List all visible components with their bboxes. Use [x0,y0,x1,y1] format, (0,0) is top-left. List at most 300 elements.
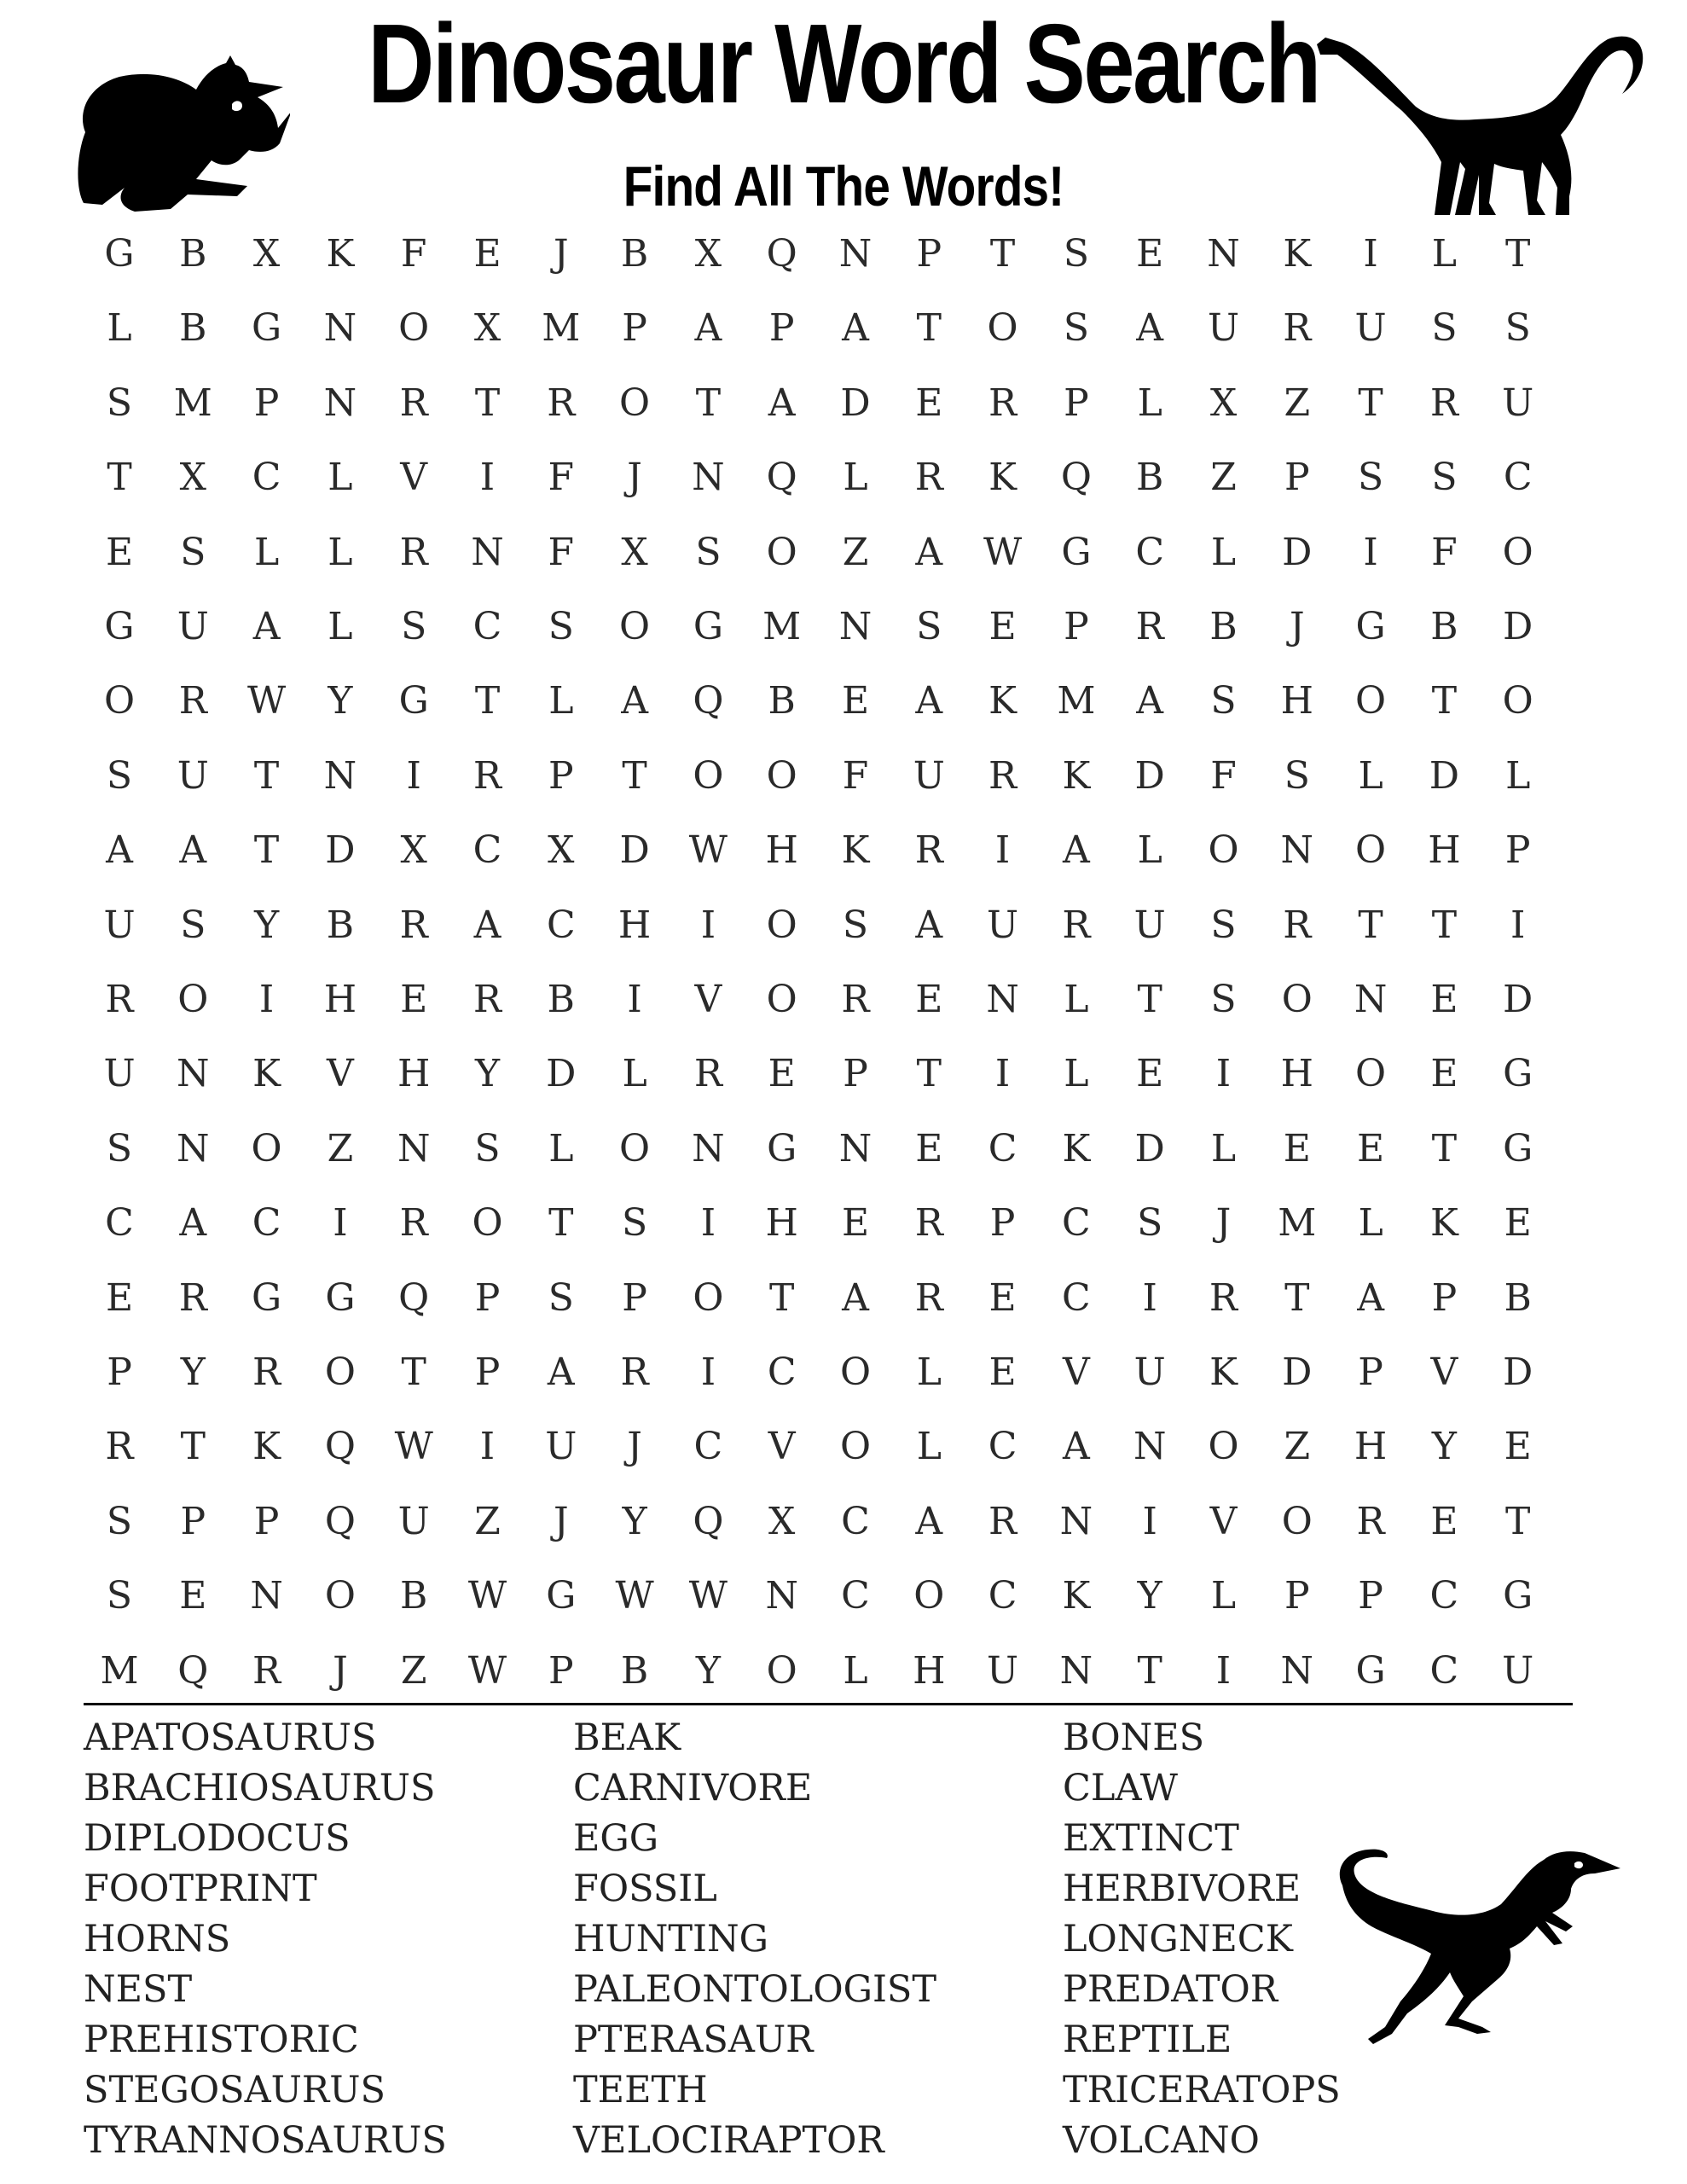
grid-letter[interactable]: P [1431,1275,1458,1320]
grid-letter[interactable]: J [553,232,569,276]
grid-letter[interactable]: L [1210,1574,1237,1618]
grid-letter[interactable]: Q [693,679,724,723]
grid-letter[interactable]: M [762,605,802,648]
grid-letter[interactable]: S [1063,232,1089,276]
grid-letter[interactable]: I [1510,903,1526,947]
grid-letter[interactable]: N [692,1126,725,1170]
grid-letter[interactable]: R [1209,1275,1238,1320]
grid-letter[interactable]: C [841,1499,870,1543]
grid-letter[interactable]: S [1210,903,1237,947]
grid-letter[interactable]: F [548,530,575,574]
grid-letter[interactable]: U [987,1648,1019,1693]
grid-letter[interactable]: I [994,1052,1011,1096]
grid-letter[interactable]: E [179,1574,207,1618]
grid-letter[interactable]: U [1502,1648,1534,1693]
grid-letter[interactable]: N [323,306,357,351]
grid-letter[interactable]: B [547,978,575,1021]
grid-letter[interactable]: E [1504,1425,1532,1469]
grid-letter[interactable]: L [916,1350,942,1394]
grid-letter[interactable]: G [1503,1574,1533,1618]
grid-letter[interactable]: G [104,232,135,276]
grid-letter[interactable]: C [472,828,502,873]
grid-letter[interactable]: P [768,306,795,351]
grid-letter[interactable]: Y [328,679,353,723]
grid-letter[interactable]: P [622,306,647,351]
grid-letter[interactable]: F [842,753,869,798]
grid-letter[interactable]: K [1209,1350,1238,1394]
grid-letter[interactable]: G [1503,1126,1533,1170]
grid-letter[interactable]: H [1354,1425,1388,1469]
grid-letter[interactable]: P [1358,1350,1383,1394]
grid-letter[interactable]: Q [1060,456,1092,500]
grid-letter[interactable]: A [1136,679,1164,723]
grid-letter[interactable]: G [104,605,135,648]
grid-letter[interactable]: A [252,605,281,648]
grid-letter[interactable]: P [1504,828,1531,873]
grid-letter[interactable]: P [843,1052,868,1096]
grid-letter[interactable]: Y [1137,1574,1162,1618]
grid-letter[interactable]: K [988,679,1017,723]
grid-letter[interactable]: U [1354,306,1387,351]
grid-letter[interactable]: A [915,679,943,723]
grid-letter[interactable]: C [252,456,281,500]
grid-letter[interactable]: G [1061,530,1092,574]
grid-letter[interactable]: R [1429,380,1458,425]
grid-letter[interactable]: P [474,1350,501,1394]
grid-letter[interactable]: R [399,1201,428,1246]
grid-letter[interactable]: Z [1210,456,1237,500]
grid-letter[interactable]: U [987,903,1019,947]
grid-letter[interactable]: L [1358,1201,1383,1246]
grid-letter[interactable]: C [988,1126,1017,1170]
grid-letter[interactable]: G [1355,605,1386,648]
grid-letter[interactable]: V [327,1052,354,1096]
grid-letter[interactable]: Q [693,1499,724,1543]
grid-letter[interactable]: A [179,1201,207,1246]
grid-letter[interactable]: R [399,530,428,574]
grid-letter[interactable]: K [1429,1201,1458,1246]
grid-letter[interactable]: O [766,1648,797,1693]
grid-letter[interactable]: N [986,978,1019,1021]
grid-letter[interactable]: N [323,380,357,425]
grid-letter[interactable]: S [474,1126,501,1170]
grid-letter[interactable]: B [768,679,796,723]
grid-letter[interactable]: L [1431,232,1457,276]
grid-letter[interactable]: W [688,1574,728,1618]
grid-letter[interactable]: C [252,1201,281,1246]
grid-letter[interactable]: L [107,306,132,351]
grid-letter[interactable]: K [1283,232,1312,276]
grid-letter[interactable]: R [472,978,502,1021]
grid-letter[interactable]: M [1278,1201,1317,1246]
grid-letter[interactable]: T [474,380,501,425]
grid-letter[interactable]: O [1281,978,1313,1021]
grid-letter[interactable]: L [1137,380,1162,425]
grid-letter[interactable]: I [258,978,275,1021]
grid-letter[interactable]: H [765,1201,798,1246]
grid-letter[interactable]: R [1135,605,1164,648]
grid-letter[interactable]: T [769,1275,795,1320]
grid-letter[interactable]: P [180,1499,206,1543]
grid-letter[interactable]: O [619,1126,651,1170]
grid-letter[interactable]: X [473,306,501,351]
grid-letter[interactable]: L [1137,828,1162,873]
grid-letter[interactable]: N [692,456,725,500]
grid-letter[interactable]: O [398,306,430,351]
grid-letter[interactable]: M [100,1648,139,1693]
grid-letter[interactable]: A [694,306,722,351]
grid-letter[interactable]: B [1209,605,1238,648]
grid-letter[interactable]: O [766,978,797,1021]
grid-letter[interactable]: E [768,1052,796,1096]
grid-letter[interactable]: O [1355,679,1387,723]
grid-letter[interactable]: X [621,530,648,574]
grid-letter[interactable]: O [1355,1052,1387,1096]
grid-letter[interactable]: I [700,1201,716,1246]
grid-letter[interactable]: L [328,605,353,648]
grid-letter[interactable]: U [103,903,136,947]
grid-letter[interactable]: R [693,1052,722,1096]
grid-letter[interactable]: S [106,1574,133,1618]
grid-letter[interactable]: P [1284,456,1310,500]
grid-letter[interactable]: Q [766,232,797,276]
grid-letter[interactable]: Q [324,1499,356,1543]
grid-letter[interactable]: S [180,903,206,947]
grid-letter[interactable]: K [252,1425,281,1469]
grid-letter[interactable]: A [842,306,869,351]
grid-letter[interactable]: T [1284,1275,1310,1320]
grid-letter[interactable]: L [328,456,353,500]
grid-letter[interactable]: N [1059,1499,1093,1543]
grid-letter[interactable]: E [105,530,134,574]
grid-letter[interactable]: O [619,605,651,648]
grid-letter[interactable]: P [916,232,942,276]
grid-letter[interactable]: A [842,1275,869,1320]
grid-letter[interactable]: L [1064,978,1089,1021]
grid-letter[interactable]: C [767,1350,797,1394]
grid-letter[interactable]: H [1280,1052,1313,1096]
grid-letter[interactable]: O [619,380,651,425]
grid-letter[interactable]: W [983,530,1023,574]
grid-letter[interactable]: W [394,1425,433,1469]
grid-letter[interactable]: P [1064,380,1089,425]
grid-letter[interactable]: D [1282,1350,1313,1394]
grid-letter[interactable]: S [106,1499,133,1543]
grid-letter[interactable]: E [841,679,870,723]
grid-letter[interactable]: I [700,903,716,947]
grid-letter[interactable]: P [253,380,280,425]
grid-letter[interactable]: X [768,1499,796,1543]
grid-letter[interactable]: I [1363,530,1378,574]
grid-letter[interactable]: K [1062,1126,1091,1170]
grid-letter[interactable]: R [988,1499,1017,1543]
grid-letter[interactable]: J [1289,605,1305,648]
grid-letter[interactable]: R [178,1275,207,1320]
grid-letter[interactable]: N [1354,978,1388,1021]
grid-letter[interactable]: M [173,380,212,425]
grid-letter[interactable]: K [252,1052,281,1096]
grid-letter[interactable]: G [1503,1052,1533,1096]
grid-letter[interactable]: T [474,679,501,723]
grid-letter[interactable]: I [1215,1648,1232,1693]
grid-letter[interactable]: B [1136,456,1164,500]
grid-letter[interactable]: T [622,753,647,798]
grid-letter[interactable]: I [479,456,496,500]
grid-letter[interactable]: V [1063,1350,1090,1394]
grid-letter[interactable]: Z [842,530,869,574]
grid-letter[interactable]: T [1431,903,1458,947]
grid-letter[interactable]: U [545,1425,577,1469]
grid-letter[interactable]: E [400,978,428,1021]
grid-letter[interactable]: M [542,306,581,351]
grid-letter[interactable]: R [914,456,943,500]
grid-letter[interactable]: N [323,753,357,798]
grid-letter[interactable]: L [916,1425,942,1469]
grid-letter[interactable]: C [693,1425,723,1469]
grid-letter[interactable]: R [841,978,870,1021]
grid-letter[interactable]: U [913,753,945,798]
grid-letter[interactable]: A [547,1350,575,1394]
grid-letter[interactable]: R [914,1275,943,1320]
grid-letter[interactable]: S [622,1201,648,1246]
grid-letter[interactable]: F [400,232,427,276]
grid-letter[interactable]: R [472,753,502,798]
grid-letter[interactable]: R [399,903,428,947]
grid-letter[interactable]: G [693,605,723,648]
grid-letter[interactable]: C [988,1574,1017,1618]
grid-letter[interactable]: E [1357,1126,1385,1170]
grid-letter[interactable]: D [1503,605,1533,648]
grid-letter[interactable]: L [1505,753,1531,798]
grid-letter[interactable]: B [326,903,355,947]
grid-letter[interactable]: Z [327,1126,354,1170]
grid-letter[interactable]: O [693,1275,724,1320]
grid-letter[interactable]: O [766,530,797,574]
grid-letter[interactable]: B [179,306,207,351]
grid-letter[interactable]: A [473,903,501,947]
grid-letter[interactable]: E [988,1350,1017,1394]
grid-letter[interactable]: S [548,605,574,648]
grid-letter[interactable]: R [1283,903,1312,947]
grid-letter[interactable]: O [839,1425,872,1469]
grid-letter[interactable]: C [1062,1201,1091,1246]
grid-letter[interactable]: Y [622,1499,647,1543]
grid-letter[interactable]: C [841,1574,870,1618]
grid-letter[interactable]: B [1430,605,1458,648]
grid-letter[interactable]: K [841,828,870,873]
grid-letter[interactable]: D [1282,530,1313,574]
grid-letter[interactable]: T [1431,1126,1458,1170]
grid-letter[interactable]: O [324,1350,356,1394]
grid-letter[interactable]: L [548,679,574,723]
grid-letter[interactable]: O [1281,1499,1313,1543]
grid-letter[interactable]: H [617,903,652,947]
grid-letter[interactable]: T [1358,380,1383,425]
grid-letter[interactable]: D [1429,753,1460,798]
grid-letter[interactable]: X [252,232,281,276]
grid-letter[interactable]: K [1062,1574,1091,1618]
grid-letter[interactable]: C [546,903,576,947]
grid-letter[interactable]: U [1207,306,1240,351]
grid-letter[interactable]: Y [254,903,280,947]
grid-letter[interactable]: S [1210,679,1237,723]
grid-letter[interactable]: N [838,232,872,276]
grid-letter[interactable]: H [397,1052,431,1096]
grid-letter[interactable]: E [1136,1052,1164,1096]
grid-letter[interactable]: P [548,1648,574,1693]
grid-letter[interactable]: X [179,456,206,500]
grid-letter[interactable]: C [988,1425,1017,1469]
grid-letter[interactable]: B [620,1648,649,1693]
grid-letter[interactable]: O [1355,828,1387,873]
grid-letter[interactable]: S [1358,456,1384,500]
grid-letter[interactable]: T [401,1350,426,1394]
grid-letter[interactable]: Z [1284,1425,1311,1469]
grid-letter[interactable]: L [843,456,868,500]
grid-letter[interactable]: I [1142,1275,1157,1320]
grid-letter[interactable]: I [479,1425,496,1469]
grid-letter[interactable]: F [548,456,575,500]
grid-letter[interactable]: T [548,1201,574,1246]
grid-letter[interactable]: P [989,1201,1016,1246]
grid-letter[interactable]: V [694,978,722,1021]
grid-letter[interactable]: U [177,753,209,798]
grid-letter[interactable]: N [471,530,504,574]
grid-letter[interactable]: G [252,306,282,351]
grid-letter[interactable]: O [839,1350,872,1394]
grid-letter[interactable]: P [474,1275,501,1320]
grid-letter[interactable]: O [1502,679,1533,723]
grid-letter[interactable]: W [467,1648,507,1693]
grid-letter[interactable]: I [1215,1052,1232,1096]
grid-letter[interactable]: T [107,456,132,500]
grid-letter[interactable]: R [620,1350,649,1394]
grid-letter[interactable]: R [988,753,1017,798]
grid-letter[interactable]: T [253,753,280,798]
grid-letter[interactable]: O [177,978,209,1021]
grid-letter[interactable]: W [615,1574,654,1618]
grid-letter[interactable]: T [1431,679,1458,723]
grid-letter[interactable]: S [842,903,869,947]
grid-letter[interactable]: E [1430,1499,1458,1543]
grid-letter[interactable]: A [179,828,207,873]
grid-letter[interactable]: T [1137,1648,1162,1693]
grid-letter[interactable]: J [1215,1201,1232,1246]
grid-letter[interactable]: H [323,978,357,1021]
grid-letter[interactable]: R [399,380,428,425]
grid-letter[interactable]: U [1502,380,1534,425]
grid-letter[interactable]: G [1355,1648,1386,1693]
grid-letter[interactable]: O [766,903,797,947]
grid-letter[interactable]: J [627,1425,642,1469]
grid-letter[interactable]: R [178,679,207,723]
grid-letter[interactable]: F [1431,530,1458,574]
grid-letter[interactable]: O [251,1126,282,1170]
grid-letter[interactable]: D [546,1052,577,1096]
grid-letter[interactable]: E [841,1201,870,1246]
grid-letter[interactable]: R [1283,306,1312,351]
grid-letter[interactable]: A [621,679,648,723]
grid-letter[interactable]: T [695,380,722,425]
grid-letter[interactable]: N [250,1574,283,1618]
grid-letter[interactable]: G [398,679,429,723]
grid-letter[interactable]: P [253,1499,280,1543]
grid-letter[interactable]: E [105,1275,134,1320]
grid-letter[interactable]: S [180,530,206,574]
grid-letter[interactable]: W [467,1574,507,1618]
grid-letter[interactable]: I [333,1201,348,1246]
grid-letter[interactable]: E [473,232,501,276]
grid-letter[interactable]: C [1062,1275,1091,1320]
grid-letter[interactable]: N [1280,828,1314,873]
grid-letter[interactable]: A [915,903,943,947]
grid-letter[interactable]: H [1428,828,1461,873]
grid-letter[interactable]: D [1503,978,1533,1021]
grid-letter[interactable]: P [1358,1574,1383,1618]
grid-letter[interactable]: T [253,828,280,873]
grid-letter[interactable]: Q [766,456,797,500]
grid-letter[interactable]: N [1280,1648,1314,1693]
grid-letter[interactable]: P [1284,1574,1310,1618]
grid-letter[interactable]: I [627,978,642,1021]
grid-letter[interactable]: I [1142,1499,1157,1543]
grid-letter[interactable]: X [548,828,575,873]
grid-letter[interactable]: O [324,1574,356,1618]
grid-letter[interactable]: Y [695,1648,721,1693]
grid-letter[interactable]: S [1431,306,1458,351]
grid-letter[interactable]: A [106,828,133,873]
grid-letter[interactable]: G [325,1275,356,1320]
grid-letter[interactable]: A [915,530,943,574]
grid-letter[interactable]: L [1358,753,1383,798]
grid-letter[interactable]: E [1430,978,1458,1021]
grid-letter[interactable]: T [1505,1499,1531,1543]
grid-letter[interactable]: L [622,1052,647,1096]
grid-letter[interactable]: A [1063,828,1090,873]
grid-letter[interactable]: X [694,232,722,276]
grid-letter[interactable]: O [1208,828,1239,873]
grid-letter[interactable]: O [766,753,797,798]
grid-letter[interactable]: P [107,1350,132,1394]
grid-letter[interactable]: H [1280,679,1313,723]
grid-letter[interactable]: K [326,232,355,276]
grid-letter[interactable]: E [1430,1052,1458,1096]
grid-letter[interactable]: S [1210,978,1237,1021]
grid-letter[interactable]: L [1210,1126,1237,1170]
grid-letter[interactable]: K [1062,753,1091,798]
grid-letter[interactable]: T [916,1052,942,1096]
grid-letter[interactable]: L [253,530,280,574]
grid-letter[interactable]: E [915,380,943,425]
grid-letter[interactable]: C [472,605,502,648]
grid-letter[interactable]: V [1430,1350,1458,1394]
grid-letter[interactable]: O [103,679,136,723]
grid-letter[interactable]: N [838,1126,872,1170]
grid-letter[interactable]: S [1284,753,1310,798]
grid-letter[interactable]: S [106,380,133,425]
grid-letter[interactable]: R [105,1425,134,1469]
grid-letter[interactable]: T [916,306,942,351]
grid-letter[interactable]: P [622,1275,647,1320]
grid-letter[interactable]: Z [474,1499,501,1543]
grid-letter[interactable]: N [397,1126,431,1170]
grid-letter[interactable]: T [1505,232,1531,276]
grid-letter[interactable]: D [619,828,650,873]
grid-letter[interactable]: D [1134,1126,1165,1170]
grid-letter[interactable]: O [693,753,724,798]
grid-letter[interactable]: Q [324,1425,356,1469]
grid-letter[interactable]: D [840,380,871,425]
